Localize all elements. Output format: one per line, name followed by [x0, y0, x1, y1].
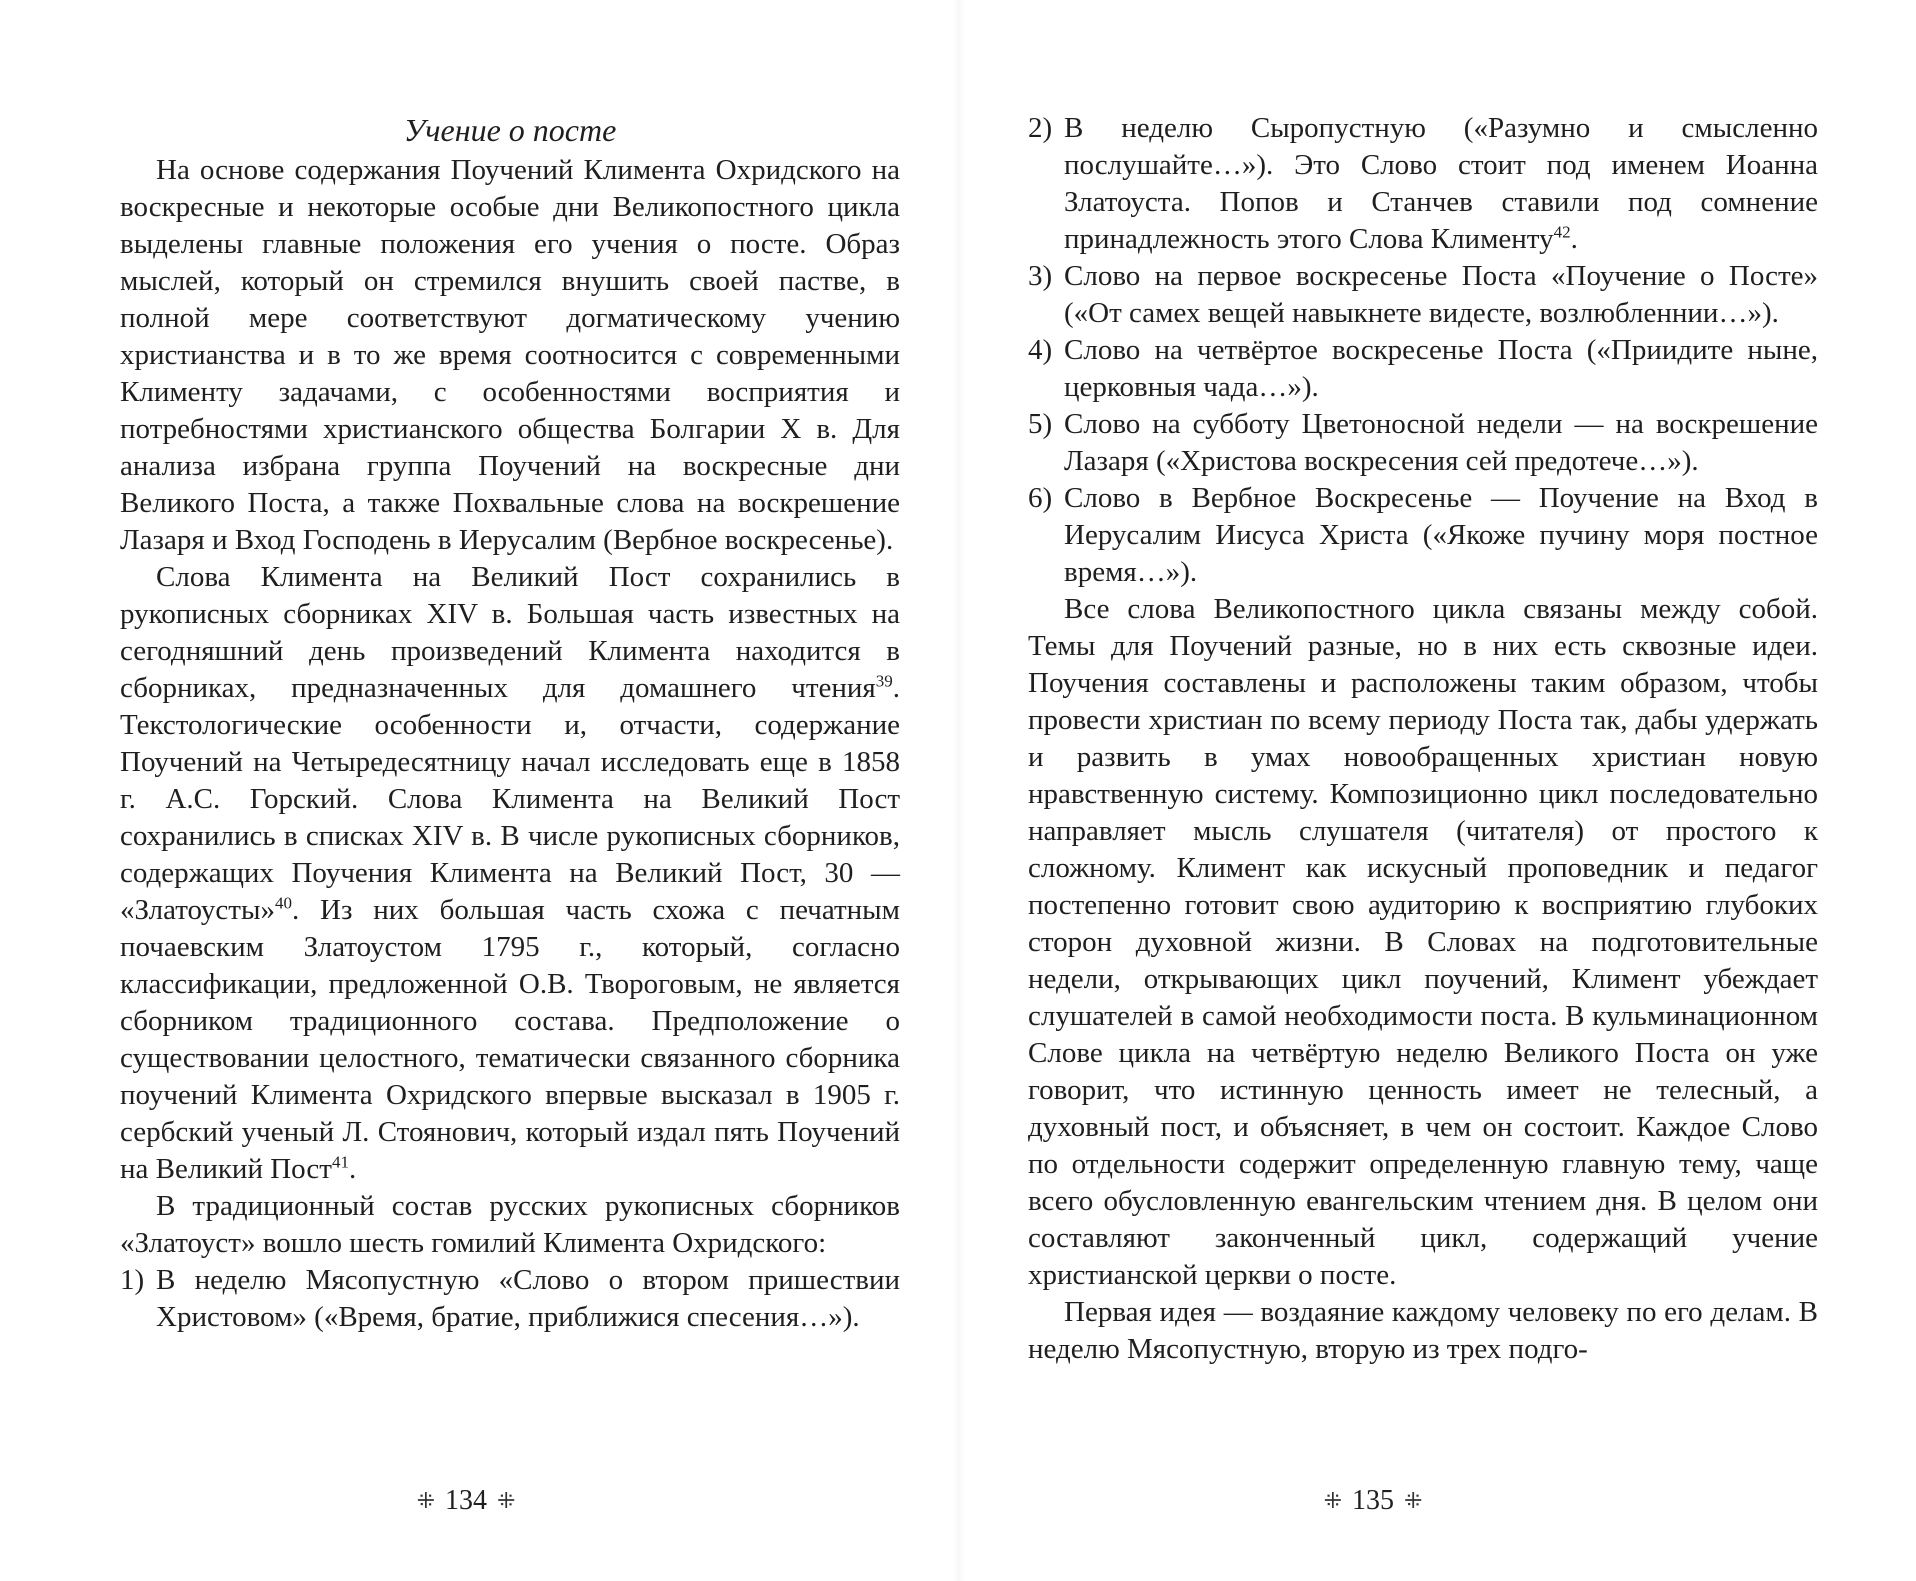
list-item-text: Слово в Вербное Воскресенье — Поучение на Вход в Иерусалим Иисуса Христа («Якоже пучину моря постное время…»).	[1064, 482, 1818, 588]
list-item-text: Слово на субботу Цветоносной недели — на воскрешение Лазаря («Христова воскресения сей предотече…»).	[1064, 408, 1818, 477]
list-item-text: Слово на четвёртое воскресенье Поста («Приидите ныне, церковныя чада…»).	[1064, 334, 1818, 403]
paragraph-text: Первая идея — воздаяние каждому человеку по его делам. В неделю Мясопустную, вторую из трех подго-	[1028, 1296, 1818, 1365]
paragraph	[120, 559, 900, 1188]
left-text-column	[120, 110, 900, 1336]
paragraph	[120, 1188, 900, 1262]
list-item-number: 2)	[1028, 112, 1053, 144]
right-text-column	[1028, 110, 1818, 1368]
paragraph-text: Все слова Великопостного цикла связаны между собой. Темы для Поучений разные, но в них есть сквозные идеи. Поучения составлены и расположены таким образом, чтобы провести христиан по всему периоду Поста так, дабы удержать и развить в умах новообращенных христиан новую нравственную систему. Композиционно цикл последовательно направляет мысль слушателя (читателя) от простого к сложному. Климент как искусный проповедник и педагог постепенно готовит свою аудиторию к восприятию глубоких сторон духовной жизни. В Словах на подготовительные недели, открывающих цикл поучений, Климент убеждает слушателей в самой необходимости поста. В кульминационном Слове цикла на четвёртую неделю Великого Поста он уже говорит, что истинную ценность имеет не телесный, а духовный пост, и объясняет, в чем он состоит. Каждое Слово по отдельности содержит определенную главную тему, чаще всего обусловленную евангельским чтением дня. В целом они составляют законченный цикл, содержащий учение христианской церкви о посте.	[1028, 593, 1818, 1291]
fleuron-right-icon: ⁜	[1404, 1488, 1423, 1513]
list-item	[1028, 258, 1818, 332]
paragraph-text: На основе содержания Поучений Климента Охридского на воскресные и некоторые особые дни Великопостного цикла выделены главные положения его учения о посте. Образ мыслей, который он стремился внушить своей пастве, в полной мере соответствуют догматическому учению христианства и в то же время соотносится с современными Клименту задачами, с особенностями восприятия и потребностями христианского общества Болгарии X в. Для анализа избрана группа Поучений на воскресные дни Великого Поста, а также Похвальные слова на воскрешение Лазаря и Вход Господень в Иерусалим (Вербное воскресенье).	[120, 154, 900, 556]
fleuron-right-icon: ⁜	[497, 1488, 516, 1513]
list-item-text: В неделю Мясопустную «Слово о втором пришествии Христовом» («Время, братие, приближися спесения…»).	[156, 1264, 900, 1333]
paragraph-text: . Текстологические особенности и, отчасти, содержание Поучений на Четыредесятницу начал исследовать еще в 1858 г. А.С. Горский. Слова Климента на Великий Пост сохранились в списках XIV в. В числе рукописных сборников, содержащих Поучения Климента на Великий Пост, 30 — «Златоусты»	[120, 672, 900, 926]
paragraph-text: . Из них большая часть схожа с печатным почаевским Златоустом 1795 г., который, согласно классификации, предложенной О.В. Твороговым, не является сборником традиционного состава. Предположение о существовании целостного, тематически связанного сборника поучений Климента Охридского впервые высказал в 1905 г. сербский ученый Л. Стоянович, который издал пять Поучений на Великий Пост	[120, 894, 900, 1185]
list-item-number: 5)	[1028, 408, 1053, 440]
section-heading: Учение о посте	[403, 112, 617, 148]
right-page	[958, 0, 1916, 1581]
list-item-number: 1)	[120, 1264, 145, 1296]
paragraph-text: В традиционный состав русских рукописных сборников «Златоуст» вошло шесть гомилий Климента Охридского:	[120, 1190, 900, 1259]
list-item	[1028, 406, 1818, 480]
fleuron-left-icon: ⁜	[416, 1488, 435, 1513]
list-item	[1028, 480, 1818, 591]
paragraph	[1028, 1294, 1818, 1368]
fleuron-left-icon: ⁜	[1323, 1488, 1342, 1513]
list-item-text	[1064, 110, 1818, 258]
footnote-ref[interactable]: 39	[875, 671, 893, 691]
footnote-ref[interactable]: 42	[1553, 222, 1571, 242]
list-item-number: 4)	[1028, 334, 1053, 366]
list-item-text-part: В неделю Сыропустную («Разумно и смысленно послушайте…»). Это Слово стоит под именем Иоанна Златоуста. Попов и Станчев ставили под сомнение принадлежность этого Слова Клименту	[1064, 112, 1818, 255]
paragraph-text: .	[348, 1153, 357, 1185]
footnote-ref[interactable]: 40	[274, 893, 292, 913]
paragraph	[120, 152, 900, 559]
page-number-right	[894, 1483, 1852, 1519]
page-number: 135	[1352, 1485, 1394, 1516]
paragraph-text: Слова Климента на Великий Пост сохранились в рукописных сборниках XIV в. Большая часть известных на сегодняшний день произведений Климента находится в сборниках, предназначенных для домашнего чтения	[120, 561, 900, 704]
list-item	[120, 1262, 900, 1336]
page-number-left	[0, 1483, 945, 1519]
list-item-number: 6)	[1028, 482, 1053, 514]
footnote-ref[interactable]: 41	[331, 1152, 349, 1172]
paragraph	[1028, 591, 1818, 1294]
list-item	[1028, 110, 1818, 258]
list-item-text-part: .	[1570, 223, 1578, 255]
list-item	[1028, 332, 1818, 406]
page-number: 134	[445, 1485, 487, 1516]
list-item-number: 3)	[1028, 260, 1053, 292]
list-item-text: Слово на первое воскресенье Поста «Поучение о Посте» («От самех вещей навыкнете видесте, возлюбленнии…»).	[1064, 260, 1818, 329]
